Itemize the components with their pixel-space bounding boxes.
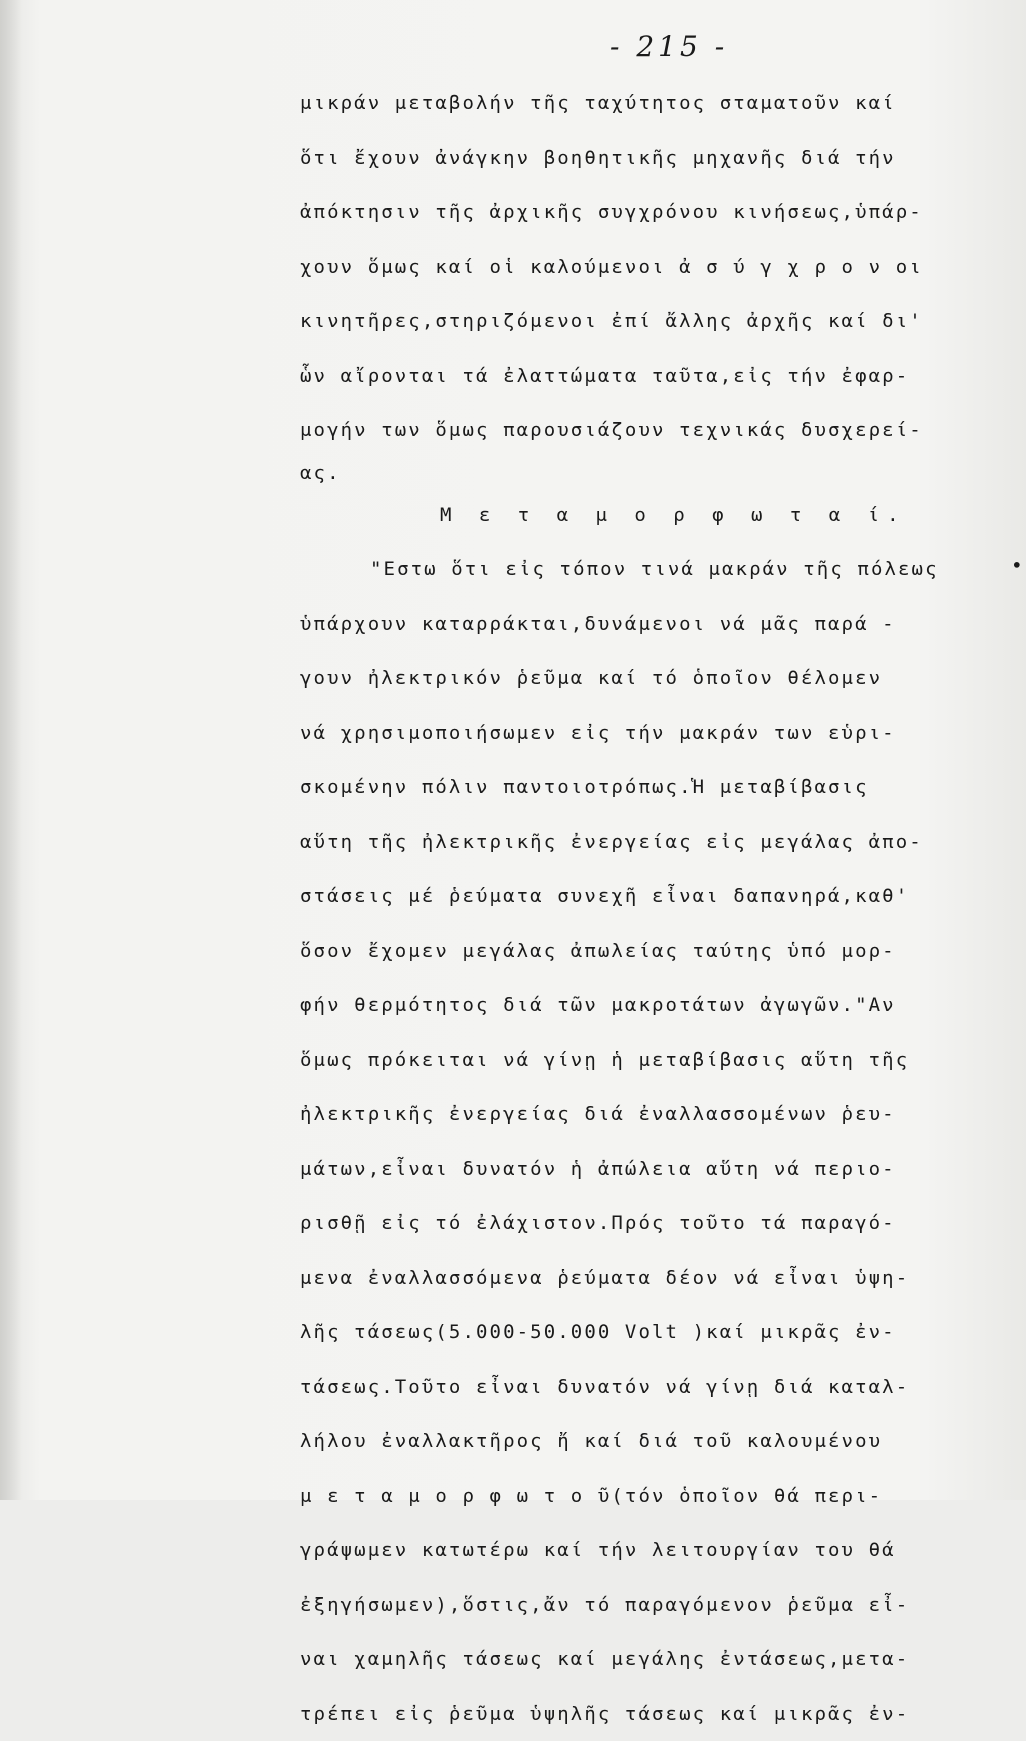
text-line: αὕτη τῆς ἠλεκτρικῆς ἐνεργείας εἰς μεγάλας ἀπο- (300, 815, 970, 870)
page-edge-shadow (0, 0, 22, 1500)
text-line: φήν θερμότητος διά τῶν μακροτάτων ἀγωγῶν."Αν (300, 978, 970, 1033)
text-line: στάσεις μέ ῥεύματα συνεχῆ εἶναι δαπανηρά,καθ' (300, 869, 970, 924)
text-line: σκομένην πόλιν παντοιοτρόπως.Ἡ μεταβίβασις (300, 760, 970, 815)
text-line: ας. (300, 458, 970, 488)
text-line: μενα ἐναλλασσόμενα ῥεύματα δέον νά εἶναι ὑψη- (300, 1251, 970, 1306)
text-line: ὅτι ἔχουν ἀνάγκην βοηθητικῆς μηχανῆς διά τήν (300, 131, 970, 186)
text-line: ὅσον ἔχομεν μεγάλας ἀπωλείας ταύτης ὑπό μορ- (300, 924, 970, 979)
text-line: ὑπάρχουν καταρράκται,δυνάμενοι νά μᾶς παρά - (300, 597, 970, 652)
text-line: μάτων,εἶναι δυνατόν ἡ ἀπώλεια αὕτη νά περιο- (300, 1142, 970, 1197)
text-line: γουν ἠλεκτρικόν ῥεῦμα καί τό ὁποῖον θέλομεν (300, 651, 970, 706)
text-line: τάσεως.Τοῦτο εἶναι δυνατόν νά γίνῃ διά καταλ- (300, 1360, 970, 1415)
section-heading: Μ ε τ α μ ο ρ φ ω τ α ί. (300, 488, 970, 543)
page-number: - 215 - (610, 30, 728, 63)
text-line: ὅμως πρόκειται νά γίνῃ ἡ μεταβίβασις αὕτη τῆς (300, 1033, 970, 1088)
margin-mark: • (1012, 556, 1022, 575)
text-line: γράψωμεν κατωτέρω καί τήν λειτουργίαν του θά (300, 1523, 970, 1578)
typed-text-body (300, 76, 970, 1741)
text-line: λήλου ἐναλλακτῆρος ἤ καί διά τοῦ καλουμένου (300, 1414, 970, 1469)
text-line: ἀπόκτησιν τῆς ἀρχικῆς συγχρόνου κινήσεως,ὑπάρ- (300, 185, 970, 240)
text-line: κινητῆρες,στηριζόμενοι ἐπί ἄλλης ἀρχῆς καί δι' (300, 294, 970, 349)
text-line: ἐξηγήσωμεν),ὅστις,ἄν τό παραγόμενον ῥεῦμα εἶ- (300, 1578, 970, 1633)
text-line: "Εστω ὅτι εἰς τόπον τινά μακράν τῆς πόλεως (300, 542, 970, 597)
text-line: ρισθῇ εἰς τό ἐλάχιστον.Πρός τοῦτο τά παραγό- (300, 1196, 970, 1251)
text-line: ναι χαμηλῆς τάσεως καί μεγάλης ἐντάσεως,μετα- (300, 1632, 970, 1687)
text-line: ὧν αἴρονται τά ἐλαττώματα ταῦτα,εἰς τήν ἐφαρ- (300, 349, 970, 404)
text-line: νά χρησιμοποιήσωμεν εἰς τήν μακράν των εὑρι- (300, 706, 970, 761)
text-line: μικράν μεταβολήν τῆς ταχύτητος σταματοῦν καί (300, 76, 970, 131)
text-line: ἠλεκτρικῆς ἐνεργείας διά ἐναλλασσομένων ῥευ- (300, 1087, 970, 1142)
text-line: χουν ὅμως καί οἱ καλούμενοι ἀ σ ύ γ χ ρ ο ν οι (300, 240, 970, 295)
text-line: τρέπει εἰς ῥεῦμα ὑψηλῆς τάσεως καί μικρᾶς ἐν- (300, 1687, 970, 1741)
text-line: μογήν των ὅμως παρουσιάζουν τεχνικάς δυσχερεί- (300, 403, 970, 458)
text-line: λῆς τάσεως(5.000-50.000 Volt )καί μικρᾶς ἐν- (300, 1305, 970, 1360)
text-line: μ ε τ α μ ο ρ φ ω τ ο ῦ(τόν ὁποῖον θά περι- (300, 1469, 970, 1524)
